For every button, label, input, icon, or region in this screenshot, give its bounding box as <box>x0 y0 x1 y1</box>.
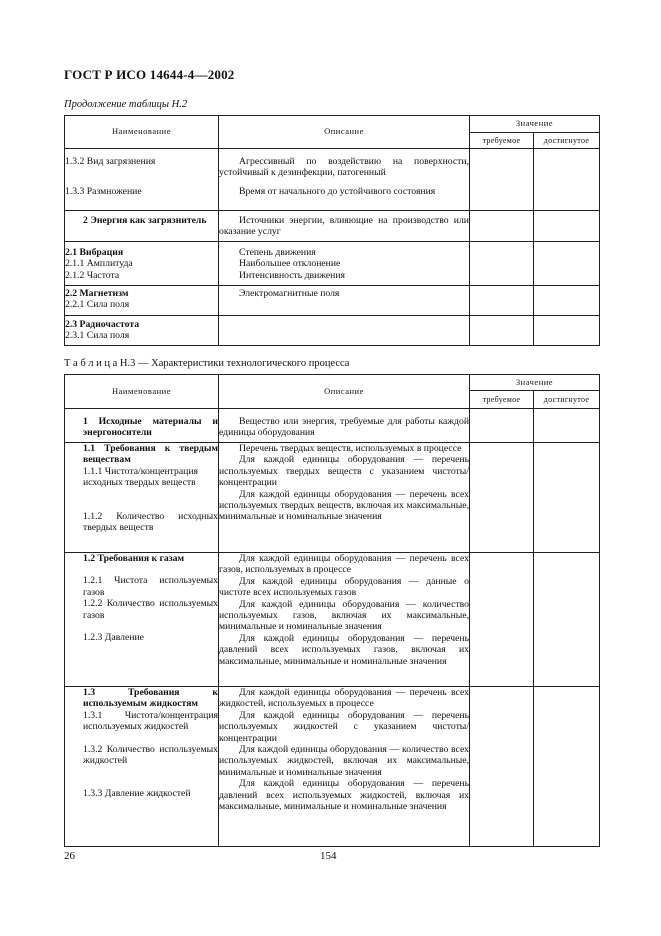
row-name: 1.1 Требования к твердым веществам <box>83 443 218 466</box>
page-number-left: 26 <box>64 850 75 862</box>
row-description: Перечень твердых веществ, используемых в процессе <box>239 443 462 454</box>
header-name: Наименование <box>65 375 219 409</box>
row-subname: 2.3.1 Сила поля <box>65 330 130 342</box>
value-required-cell <box>470 149 534 211</box>
row-name: 1.2 Требования к газам <box>83 553 185 564</box>
value-required-cell <box>470 242 534 286</box>
row-description: Для каждой единицы оборудования — данные о чистоте всех используемых газов <box>219 575 469 599</box>
row-description: Для каждой единицы оборудования — количество используемых газов, включая их максимальные, минимальные и номинальные значения <box>219 598 469 633</box>
table-continuation-label: Продолжение таблицы Н.2 <box>64 99 188 110</box>
row-name: 2.3 Радиочастота <box>65 319 140 330</box>
header-value: Значение <box>470 116 600 133</box>
table-row <box>65 316 600 346</box>
table-h3-caption: Т а б л и ц а Н.3 — Характеристики технологического процесса <box>64 358 350 369</box>
row-subname: 2.2.1 Сила поля <box>65 299 130 311</box>
header-name: Наименование <box>65 116 219 149</box>
value-achieved-cell <box>534 286 600 316</box>
value-required-cell <box>470 211 534 242</box>
value-required-cell <box>470 286 534 316</box>
row-subname: 2.1.1 Амплитуда <box>65 258 133 270</box>
row-description: Для каждой единицы оборудования — перечень давлений всех используемых газов, включая их максимальные, минимальные и номинальные значения <box>219 632 469 667</box>
row-description: Интенсивность движения <box>239 269 345 281</box>
value-achieved-cell <box>534 242 600 286</box>
row-description: Агрессивный по воздействию на поверхности, устойчивый к дезинфекции, патогенный <box>219 156 469 179</box>
value-achieved-cell <box>534 443 600 553</box>
row-subname: 2.1.2 Частота <box>65 269 120 281</box>
row-description: Вещество или энергия, требуемые для работы каждой единицы оборудования <box>219 416 469 439</box>
table-row <box>65 149 600 211</box>
row-description: Наибольшее отклонение <box>239 258 341 270</box>
row-subname: 1.2.2 Количество используемых газов <box>83 598 218 621</box>
value-achieved-cell <box>534 316 600 346</box>
row-description: Источники энергии, влияющие на производство или оказание услуг <box>219 215 469 238</box>
row-description: Время от начального до устойчивого состояния <box>239 185 436 197</box>
table-row <box>65 242 600 286</box>
value-required-cell <box>470 553 534 687</box>
value-required-cell <box>470 316 534 346</box>
row-description: Для каждой единицы оборудования — перечень всех газов, используемых в процессе <box>219 553 469 576</box>
table-row <box>65 286 600 316</box>
value-achieved-cell <box>534 687 600 847</box>
document-title: ГОСТ Р ИСО 14644-4—2002 <box>64 67 235 82</box>
page-number-center: 154 <box>320 850 337 862</box>
row-subname: 1.3.1 Чистота/концентрация используемых жидкостей <box>83 709 218 733</box>
table-row <box>65 553 600 687</box>
value-required-cell <box>470 443 534 553</box>
value-required-cell <box>470 687 534 847</box>
row-subname: 1.3.2 Количество используемых жидкостей <box>83 743 218 767</box>
header-achieved: достигнутое <box>534 391 600 409</box>
header-required: требуемое <box>470 133 534 149</box>
header-description: Описание <box>219 116 470 149</box>
row-name: 1.3.3 Размножение <box>65 186 142 198</box>
value-achieved-cell <box>534 149 600 211</box>
row-description: Для каждой единицы оборудования — перечень давлений всех используемых жидкостей, включая их максимальные, минимальные и номинальные значения <box>219 778 469 813</box>
row-subname: 1.2.3 Давление <box>83 632 144 644</box>
value-achieved-cell <box>534 211 600 242</box>
row-description: Электромагнитные поля <box>239 288 340 299</box>
row-name: 2.1 Вибрация <box>65 247 124 258</box>
table-row <box>65 443 600 553</box>
row-name: 2.2 Магнетизм <box>65 288 129 299</box>
header-value: Значение <box>470 375 600 391</box>
row-description: Для каждой единицы оборудования — перечень используемых жидкостей с указанием чистоты/концентрации <box>219 709 469 744</box>
table-h3 <box>64 374 600 847</box>
row-description <box>219 316 470 346</box>
header-description: Описание <box>219 375 470 409</box>
row-subname: 1.1.2 Количество исходных твердых веществ <box>83 510 218 534</box>
row-subname: 1.1.1 Чистота/концентрация исходных твердых веществ <box>83 465 198 489</box>
row-name: 1.3 Требования к используемым жидкостям <box>83 687 218 710</box>
table-h2-continuation <box>64 115 600 346</box>
value-required-cell <box>470 409 534 443</box>
header-required: требуемое <box>470 391 534 409</box>
row-subname: 1.2.1 Чистота используемых газов <box>83 575 218 598</box>
row-description: Для каждой единицы оборудования — перечень всех жидкостей, используемых в процессе <box>219 687 469 710</box>
table-row <box>65 409 600 443</box>
row-name: 2 Энергия как загрязнитель <box>65 211 219 242</box>
table-row <box>65 687 600 847</box>
header-achieved: достигнутое <box>534 133 600 149</box>
row-description: Для каждой единицы оборудования — перечень используемых твердых веществ с указанием чистоты/концентрации <box>219 454 469 489</box>
row-name: 1.3.2 Вид загрязнения <box>65 156 156 167</box>
row-description: Для каждой единицы оборудования — перечень всех используемых твердых веществ, включая их максимальные, минимальные и номинальные значения <box>219 488 469 523</box>
row-name: 1 Исходные материалы и энергоносители <box>65 409 219 443</box>
value-achieved-cell <box>534 409 600 443</box>
row-description: Степень движения <box>239 247 316 258</box>
value-achieved-cell <box>534 553 600 687</box>
table-row <box>65 211 600 242</box>
row-description: Для каждой единицы оборудования — количество всех используемых жидкостей, включая их максимальные, минимальные и номинальные значения <box>219 744 469 778</box>
row-subname: 1.3.3 Давление жидкостей <box>83 788 191 800</box>
